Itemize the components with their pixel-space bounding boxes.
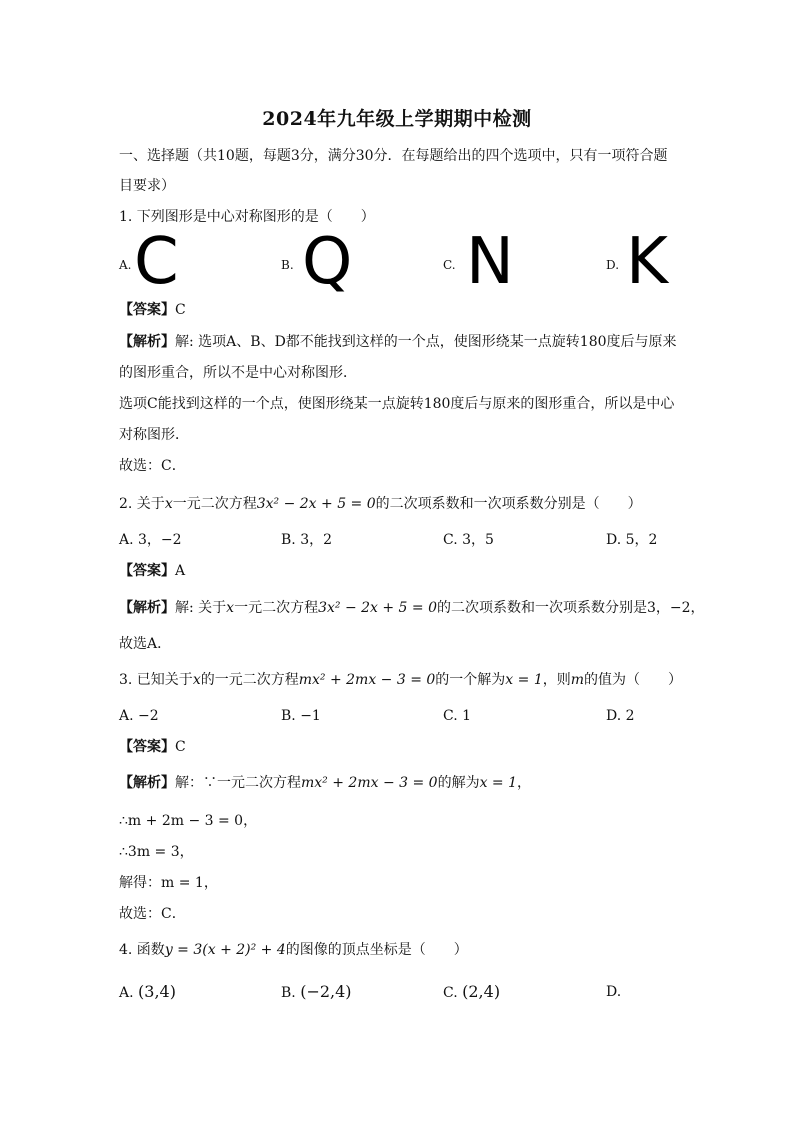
q1-option-d-label: D. bbox=[606, 258, 620, 272]
q3-step-1: ∴m + 2m − 3 = 0， bbox=[119, 813, 258, 829]
q4-option-d: D. bbox=[606, 984, 622, 1000]
q4-function: y = 3(x + 2)² + 4 bbox=[164, 942, 286, 958]
q1-option-c-glyph: N bbox=[466, 225, 514, 299]
q4-option-b: B. (−2,4) bbox=[281, 982, 352, 1001]
q2-analysis: 【解析】解: 关于x一元二次方程3x² − 2x + 5 = 0的二次项系数和一次项系数分别是3，−2， bbox=[119, 600, 705, 616]
q3-step-3: 解得：m = 1， bbox=[119, 875, 218, 891]
q1-analysis-line2: 的图形重合，所以不是中心对称图形． bbox=[119, 365, 357, 381]
q1-option-a-glyph: C bbox=[134, 225, 179, 299]
q2-stem: 2. 关于x一元二次方程3x² − 2x + 5 = 0的二次项系数和一次项系数分别是（ ） bbox=[119, 496, 642, 512]
q3-stem: 3. 已知关于x的一元二次方程mx² + 2mx − 3 = 0的一个解为x = 1，则m的值为（ ） bbox=[119, 672, 683, 688]
q1-option-d-glyph: K bbox=[626, 225, 668, 299]
q1-conclusion: 故选：C． bbox=[119, 458, 186, 474]
q1-option-a-label: A. bbox=[119, 258, 132, 272]
q1-analysis-line4: 对称图形． bbox=[119, 427, 189, 443]
q3-option-d: D. 2 bbox=[606, 708, 635, 724]
q2-equation: 3x² − 2x + 5 = 0 bbox=[256, 496, 376, 512]
q1-stem: 1. 下列图形是中心对称图形的是（ ） bbox=[119, 209, 375, 225]
q4-stem: 4. 函数y = 3(x + 2)² + 4的图像的顶点坐标是（ ） bbox=[119, 942, 468, 958]
q4-option-c: C. (2,4) bbox=[443, 982, 501, 1001]
section-instructions-line2: 目要求） bbox=[119, 178, 175, 194]
q1-option-b-glyph: Q bbox=[302, 225, 353, 299]
q2-conclusion: 故选A． bbox=[119, 636, 172, 652]
q2-option-b: B. 3，2 bbox=[281, 532, 333, 548]
q1-analysis-line3: 选项C能找到这样的一个点，使图形绕某一点旋转180度后与原来的图形重合，所以是中心 bbox=[119, 396, 675, 412]
q2-answer: 【答案】A bbox=[119, 563, 186, 579]
q3-option-b: B. −1 bbox=[281, 708, 321, 724]
q3-analysis: 【解析】解：∵一元二次方程mx² + 2mx − 3 = 0的解为x = 1， bbox=[119, 775, 532, 791]
q4-option-a: A. (3,4) bbox=[119, 982, 176, 1001]
q2-option-c: C. 3，5 bbox=[443, 532, 494, 548]
q3-step-2: ∴3m = 3， bbox=[119, 844, 194, 860]
q1-option-b-label: B. bbox=[281, 258, 294, 272]
page-title: 2024年九年级上学期期中检测 bbox=[262, 108, 532, 130]
q3-option-c: C. 1 bbox=[443, 708, 472, 724]
q1-analysis-line1: 【解析】解: 选项A、B、D都不能找到这样的一个点，使图形绕某一点旋转180度后与原来 bbox=[119, 334, 677, 350]
q2-option-d: D. 5，2 bbox=[606, 532, 658, 548]
section-instructions-line1: 一、选择题（共10题，每题3分，满分30分．在每题给出的四个选项中，只有一项符合题 bbox=[119, 148, 668, 164]
q3-answer: 【答案】C bbox=[119, 739, 186, 755]
q3-option-a: A. −2 bbox=[119, 708, 159, 724]
q3-equation: mx² + 2mx − 3 = 0 bbox=[298, 672, 436, 688]
q1-answer: 【答案】C bbox=[119, 302, 186, 318]
q2-option-a: A. 3，−2 bbox=[119, 532, 182, 548]
q1-option-c-label: C. bbox=[443, 258, 456, 272]
q3-conclusion: 故选：C． bbox=[119, 906, 186, 922]
